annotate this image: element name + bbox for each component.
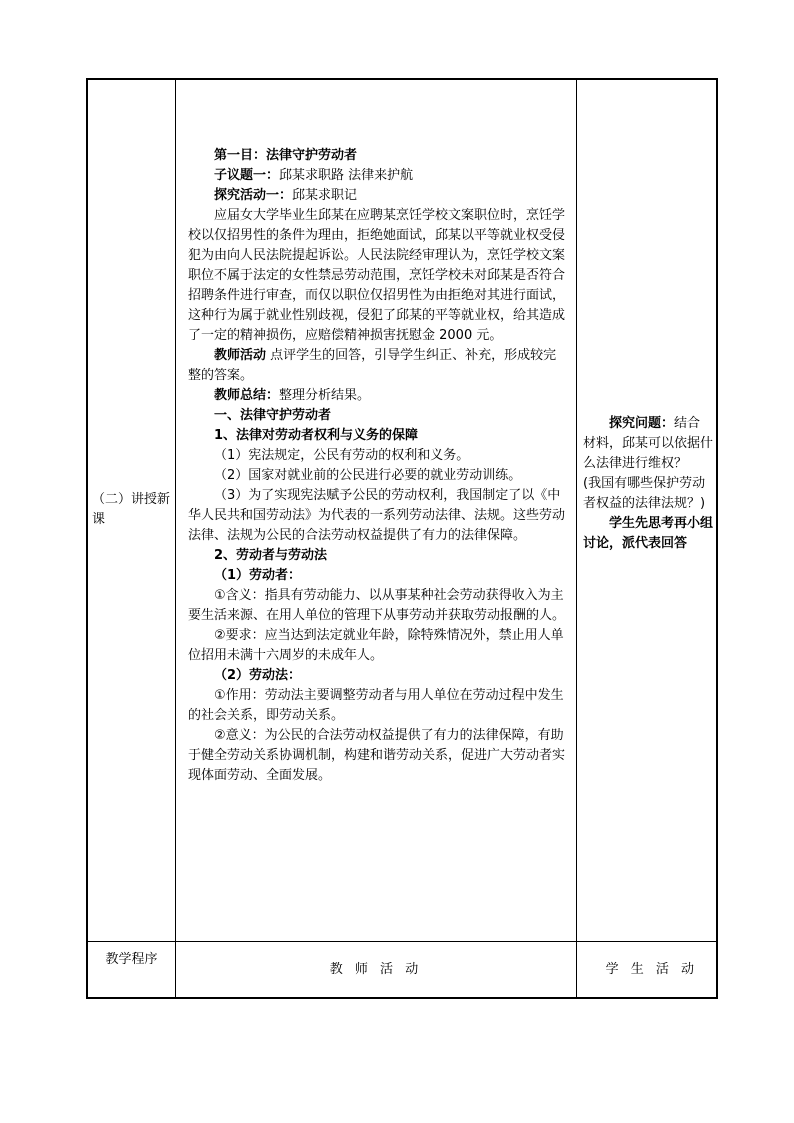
sub-topic: 子议题一：邱某求职路 法律来护航 xyxy=(214,168,414,183)
lesson-table xyxy=(86,78,718,999)
point-item: （1）宪法规定，公民有劳动的权利和义务。 xyxy=(214,448,470,463)
footer-procedure: 教学程序 xyxy=(105,952,158,967)
point-heading: 1、法律对劳动者权利与义务的保障 xyxy=(214,428,419,443)
point-item: （2）国家对就业前的公民进行必要的就业劳动训练。 xyxy=(214,468,522,483)
point-item: ②意义：为公民的合法劳动权益提供了有力的法律保障，有助于健全劳动关系协调机制，构建和谐劳动关系，促进广大劳动者实现体面劳动、全面发展。 xyxy=(188,728,566,783)
student-question-extra: (我国有哪些保护劳动者权益的法律法规？) xyxy=(583,476,706,511)
procedure-label: （二）讲授新课 xyxy=(92,492,171,527)
section-heading: 一、法律守护劳动者 xyxy=(214,408,332,423)
footer-teacher: 教 师 活 动 xyxy=(329,962,423,977)
student-question: 探究问题：结合材料，邱某可以依据什么法律进行维权？ xyxy=(583,416,714,471)
point-item: ②要求：应当达到法定就业年龄，除特殊情况外，禁止用人单位招用未满十六周岁的未成年人。 xyxy=(188,628,564,663)
student-action: 学生先思考再小组讨论，派代表回答 xyxy=(583,516,714,551)
student-activity-cell xyxy=(577,80,716,941)
footer-student: 学 生 活 动 xyxy=(605,962,698,977)
point-heading: 2、劳动者与劳动法 xyxy=(214,548,328,563)
point-item: ①含义：指具有劳动能力、以从事某种社会劳动获得收入为主要生活来源、在用人单位的管理下从事劳动并获取劳动报酬的人。 xyxy=(188,588,566,623)
point-item: ①作用：劳动法主要调整劳动者与用人单位在劳动过程中发生的社会关系，即劳动关系。 xyxy=(188,688,564,723)
sub-heading: （1）劳动者： xyxy=(214,568,302,583)
teacher-activity-cell xyxy=(176,80,576,941)
teacher-activity: 教师活动 点评学生的回答，引导学生纠正、补充，形成较完整的答案。 xyxy=(188,348,557,383)
sub-heading: （2）劳动法： xyxy=(214,668,302,683)
case-text: 应届女大学毕业生邱某在应聘某烹饪学校文案职位时，烹饪学校以仅招男性的条件为理由，拒绝她面试，邱某以平等就业权受侵犯为由向人民法院提起诉讼。人民法院经审理认为，烹饪学校文案职位不属于法定的女性禁忌劳动范围，烹饪学校未对邱某是否符合招聘条件进行审查，而仅以职位仅招男性为由拒绝对其进行面试，这种行为属于就业性别歧视，侵犯了邱某的平等就业权，给其造成了一定的精神损伤，应赔偿精神损害抚慰金 2000 元。 xyxy=(188,208,566,343)
heading-first-section: 第一目：法律守护劳动者 xyxy=(214,148,358,163)
teacher-summary: 教师总结：整理分析结果。 xyxy=(214,388,371,403)
activity-title: 探究活动一：邱某求职记 xyxy=(214,188,358,203)
procedure-cell xyxy=(88,80,175,941)
point-item: （3）为了实现宪法赋予公民的劳动权利，我国制定了以《中华人民共和国劳动法》为代表的一系列劳动法律、法规。这些劳动法律、法规为公民的合法劳动权益提供了有力的法律保障。 xyxy=(188,488,566,543)
